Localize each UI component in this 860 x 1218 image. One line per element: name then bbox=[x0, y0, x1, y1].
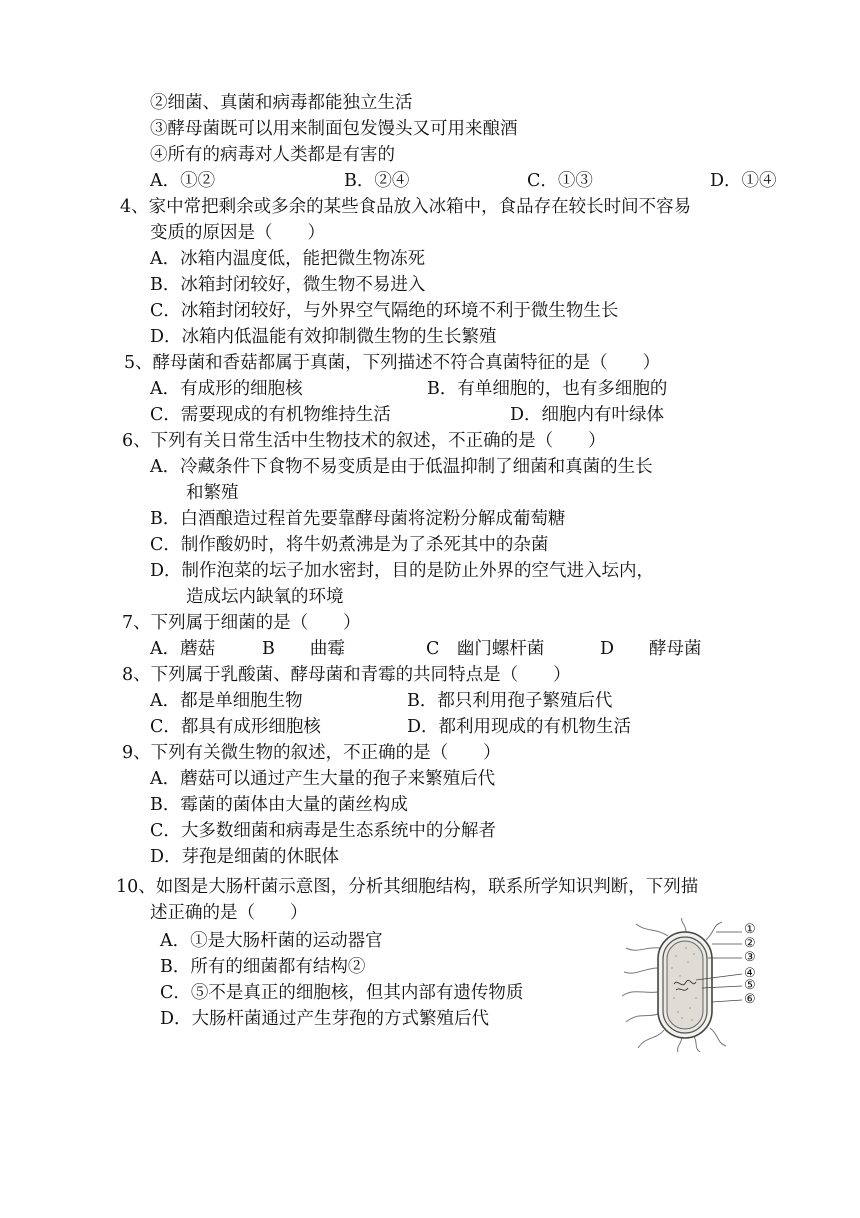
q6-stem: 6、下列有关日常生活中生物技术的叙述，不正确的是（ ） bbox=[122, 431, 606, 451]
flagellum-line bbox=[624, 968, 658, 973]
flagellum-line bbox=[638, 1030, 664, 1048]
diagram-label-5: ⑤ bbox=[744, 978, 756, 993]
q4-option-d: D．冰箱内低温能有效抑制微生物的生长繁殖 bbox=[150, 327, 497, 347]
q5-stem: 5、酵母菌和香菇都属于真菌，下列描述不符合真菌特征的是（ ） bbox=[124, 353, 661, 373]
q4-option-c: C．冰箱封闭较好，与外界空气隔绝的环境不利于微生物生长 bbox=[150, 301, 619, 321]
q5-option-a: A．有成形的细胞核 bbox=[150, 379, 303, 399]
q10-option-b: B．所有的细菌都有结构② bbox=[160, 957, 366, 977]
q6-option-d-cont: 造成坛内缺氧的环境 bbox=[186, 587, 344, 607]
q9-option-a: A．蘑菇可以通过产生大量的孢子来繁殖后代 bbox=[150, 769, 496, 789]
q4-option-b: B．冰箱封闭较好，微生物不易进入 bbox=[150, 275, 426, 295]
q10-option-a: A．①是大肠杆菌的运动器官 bbox=[160, 931, 383, 951]
q10-option-d: D．大肠杆菌通过产生芽孢的方式繁殖后代 bbox=[160, 1009, 490, 1029]
flagellum-line bbox=[710, 1028, 726, 1046]
q5-option-b: B．有单细胞的，也有多细胞的 bbox=[427, 379, 668, 399]
diagram-label-3: ③ bbox=[744, 950, 756, 965]
q3-item-2: ②细菌、真菌和病毒都能独立生活 bbox=[150, 93, 413, 113]
q4-option-a: A．冰箱内温度低，能把微生物冻死 bbox=[150, 249, 426, 269]
q3-option-a: A．①② bbox=[150, 171, 216, 191]
q4-stem: 4、家中常把剩余或多余的某些食品放入冰箱中，食品存在较长时间不容易 bbox=[120, 197, 692, 217]
q8-option-c: C．都具有成形细胞核 bbox=[150, 717, 321, 737]
q7-option-c: C 幽门螺杆菌 bbox=[426, 639, 545, 659]
flagellum-line bbox=[636, 924, 668, 936]
flagellum-line bbox=[622, 992, 658, 996]
diagram-label-6: ⑥ bbox=[744, 992, 756, 1007]
q7-option-a: A．蘑菇 bbox=[150, 639, 216, 659]
flagellum-line bbox=[626, 1014, 658, 1022]
q8-option-a: A．都是单细胞生物 bbox=[150, 691, 303, 711]
q9-option-c: C．大多数细菌和病毒是生态系统中的分解者 bbox=[150, 821, 496, 841]
q10-stem: 10、如图是大肠杆菌示意图，分析其细胞结构，联系所学知识判断，下列描 bbox=[116, 877, 699, 897]
cell-membrane bbox=[667, 941, 703, 1029]
e-coli-diagram bbox=[616, 918, 772, 1052]
q5-option-d: D．细胞内有叶绿体 bbox=[510, 405, 665, 425]
q7-option-d: D 酵母菌 bbox=[600, 639, 702, 659]
q5-option-c: C．需要现成的有机物维持生活 bbox=[150, 405, 391, 425]
q3-option-b: B．②④ bbox=[344, 171, 410, 191]
q9-option-b: B．霉菌的菌体由大量的菌丝构成 bbox=[150, 795, 408, 815]
q3-item-3: ③酵母菌既可以用来制面包发馒头又可用来酿酒 bbox=[150, 119, 518, 139]
flagellum-line bbox=[706, 922, 722, 940]
flagellum-line bbox=[694, 1036, 700, 1052]
q8-option-d: D．都利用现成的有机物生活 bbox=[407, 717, 632, 737]
q8-option-b: B．都只利用孢子繁殖后代 bbox=[407, 691, 613, 711]
flagellum-line bbox=[682, 918, 686, 932]
diagram-label-2: ② bbox=[744, 936, 756, 951]
diagram-label-1: ① bbox=[744, 922, 756, 937]
q3-option-d: D．①④ bbox=[710, 171, 777, 191]
q6-option-b: B．白酒酿造过程首先要靠酵母菌将淀粉分解成葡萄糖 bbox=[150, 509, 566, 529]
q9-option-d: D．芽孢是细菌的休眠体 bbox=[150, 847, 340, 867]
q6-option-c: C．制作酸奶时，将牛奶煮沸是为了杀死其中的杂菌 bbox=[150, 535, 549, 555]
q4-stem-cont: 变质的原因是（ ） bbox=[150, 223, 325, 243]
diagram-label-4: ④ bbox=[744, 966, 756, 981]
q10-stem-cont: 述正确的是（ ） bbox=[150, 903, 308, 923]
q7-option-b: B 曲霉 bbox=[262, 639, 345, 659]
q3-option-c: C．①③ bbox=[527, 171, 593, 191]
q6-option-a: A．冷藏条件下食物不易变质是由于低温抑制了细菌和真菌的生长 bbox=[150, 457, 653, 477]
q3-item-4: ④所有的病毒对人类都是有害的 bbox=[150, 145, 395, 165]
flagellum-line bbox=[626, 948, 660, 951]
q9-stem: 9、下列有关微生物的叙述，不正确的是（ ） bbox=[122, 743, 501, 763]
q8-stem: 8、下列属于乳酸菌、酵母菌和青霉的共同特点是（ ） bbox=[122, 665, 571, 685]
q6-option-a-cont: 和繁殖 bbox=[186, 483, 239, 503]
q6-option-d: D．制作泡菜的坛子加水密封，目的是防止外界的空气进入坛内， bbox=[150, 561, 655, 581]
q7-stem: 7、下列属于细菌的是（ ） bbox=[122, 613, 361, 633]
q10-option-c: C．⑤不是真正的细胞核，但其内部有遗传物质 bbox=[160, 983, 524, 1003]
